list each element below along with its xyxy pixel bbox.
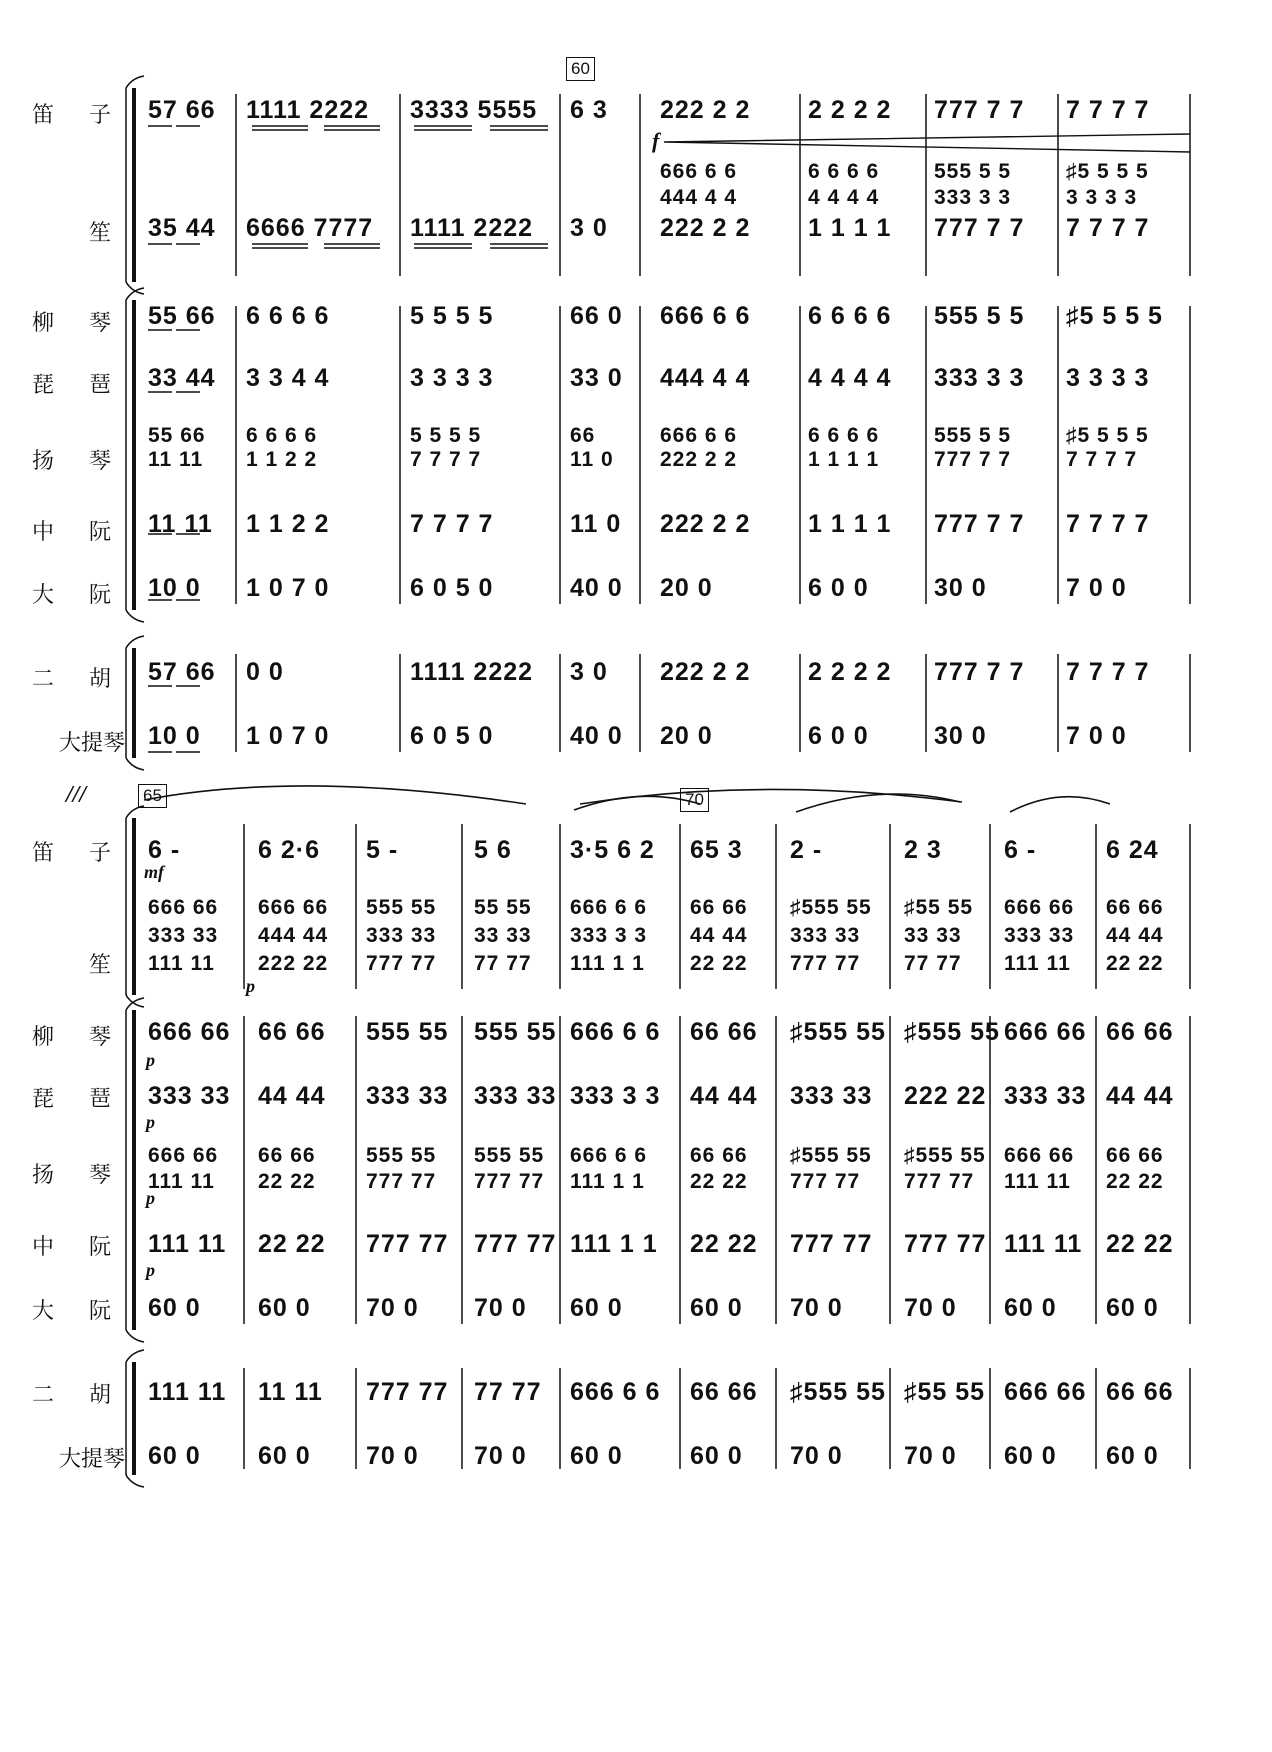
s1-measure-3-5: 444 4 4 [660, 186, 738, 209]
label-pipa-2: 琵 琶 [32, 1087, 125, 1112]
s2-measure-2-1: 666 66 [148, 896, 219, 919]
s2-measure-10-8: 70 0 [904, 1294, 957, 1322]
s2-measure-12-5: 60 0 [570, 1442, 623, 1470]
s2-measure-7-5: 666 6 6 [570, 1144, 648, 1167]
s1-measure-6-7: 333 3 3 [934, 364, 1025, 392]
s1-measure-9-3: 7 7 7 7 [410, 510, 494, 538]
s1-measure-10-5: 20 0 [660, 574, 713, 602]
s2-measure-9-2: 22 22 [258, 1230, 326, 1258]
s2-measure-12-9: 60 0 [1004, 1442, 1057, 1470]
s2-measure-1-8: 2 3 [904, 836, 942, 864]
s2-measure-4-5: 111 1 1 [570, 952, 645, 975]
s1-measure-9-1: 11 11 [148, 510, 213, 538]
s2-measure-5-7: ♯555 55 [790, 1018, 886, 1046]
label-zhongruan: 中 阮 [32, 520, 125, 545]
s1-measure-2-6: 6 6 6 6 [808, 160, 880, 183]
s2-measure-11-4: 77 77 [474, 1378, 542, 1406]
s1-measure-12-1: 10 0 [148, 722, 201, 750]
s1-measure-11-4: 3 0 [570, 658, 608, 686]
s2-measure-8-1: 111 11 [148, 1170, 215, 1193]
s2-measure-4-3: 777 77 [366, 952, 437, 975]
s2-measure-3-3: 333 33 [366, 924, 437, 947]
s2-measure-12-3: 70 0 [366, 1442, 419, 1470]
s2-measure-3-4: 33 33 [474, 924, 532, 947]
s1-measure-7-5: 666 6 6 [660, 424, 738, 447]
rehearsal-mark-70: 70 [680, 788, 709, 812]
s2-measure-1-9: 6 - [1004, 836, 1037, 864]
s1-measure-1-6: 2 2 2 2 [808, 96, 892, 124]
s2-measure-2-5: 666 6 6 [570, 896, 648, 919]
s2-measure-8-6: 22 22 [690, 1170, 748, 1193]
s2-measure-12-1: 60 0 [148, 1442, 201, 1470]
s1-measure-6-6: 4 4 4 4 [808, 364, 892, 392]
dynamic-mezzo-forte: mf [144, 862, 164, 882]
s1-measure-1-2: 1111 2222 [246, 96, 370, 124]
s1-measure-7-3: 5 5 5 5 [410, 424, 482, 447]
s1-measure-10-3: 6 0 5 0 [410, 574, 494, 602]
s1-measure-7-8: ♯5 5 5 5 [1066, 424, 1149, 447]
s2-slur-2 [574, 796, 700, 810]
s2-measure-7-8: ♯555 55 [904, 1144, 986, 1167]
s1-measure-1-3: 3333 5555 [410, 96, 538, 124]
s1-measure-12-6: 6 0 0 [808, 722, 869, 750]
s1-measure-5-8: ♯5 5 5 5 [1066, 302, 1163, 330]
dynamic-piano-sheng: p [246, 976, 255, 996]
s1-bracket-bottom-1 [126, 610, 144, 622]
s2-measure-11-2: 11 11 [258, 1378, 323, 1406]
s2-measure-12-4: 70 0 [474, 1442, 527, 1470]
s2-measure-3-6: 44 44 [690, 924, 748, 947]
s1-measure-5-2: 6 6 6 6 [246, 302, 330, 330]
s2-measure-1-1: 6 - [148, 836, 181, 864]
s1-measure-4-1: 35 44 [148, 214, 216, 242]
s2-measure-3-2: 444 44 [258, 924, 329, 947]
s2-measure-4-7: 777 77 [790, 952, 861, 975]
s2-bracket-bottom-1 [126, 1330, 144, 1342]
s1-measure-8-6: 1 1 1 1 [808, 448, 880, 471]
s1-measure-5-7: 555 5 5 [934, 302, 1025, 330]
s2-measure-9-4: 777 77 [474, 1230, 557, 1258]
s1-measure-5-5: 666 6 6 [660, 302, 751, 330]
s1-measure-1-7: 777 7 7 [934, 96, 1025, 124]
s2-measure-7-7: ♯555 55 [790, 1144, 872, 1167]
s2-measure-2-9: 666 66 [1004, 896, 1075, 919]
s2-measure-6-8: 222 22 [904, 1082, 987, 1110]
s2-measure-2-6: 66 66 [690, 896, 748, 919]
s2-measure-4-10: 22 22 [1106, 952, 1164, 975]
s2-measure-7-6: 66 66 [690, 1144, 748, 1167]
s1-measure-7-1: 55 66 [148, 424, 206, 447]
s2-measure-6-2: 44 44 [258, 1082, 326, 1110]
s2-measure-4-2: 222 22 [258, 952, 329, 975]
s2-measure-3-5: 333 3 3 [570, 924, 648, 947]
s2-measure-12-10: 60 0 [1106, 1442, 1159, 1470]
s2-measure-9-9: 111 11 [1004, 1230, 1083, 1258]
s1-measure-8-8: 7 7 7 7 [1066, 448, 1138, 471]
s2-measure-7-3: 555 55 [366, 1144, 437, 1167]
s2-measure-4-4: 77 77 [474, 952, 532, 975]
s1-measure-1-8: 7 7 7 7 [1066, 96, 1150, 124]
s1-measure-5-6: 6 6 6 6 [808, 302, 892, 330]
s2-measure-9-6: 22 22 [690, 1230, 758, 1258]
label-zhongruan-2: 中 阮 [32, 1235, 125, 1260]
s2-measure-10-2: 60 0 [258, 1294, 311, 1322]
s1-measure-11-5: 222 2 2 [660, 658, 751, 686]
label-erhu-2: 二 胡 [32, 1383, 125, 1408]
s1-measure-8-2: 1 1 2 2 [246, 448, 318, 471]
s1-measure-9-4: 11 0 [570, 510, 622, 538]
s1-measure-12-2: 1 0 7 0 [246, 722, 330, 750]
s1-measure-10-8: 7 0 0 [1066, 574, 1127, 602]
s1-measure-8-5: 222 2 2 [660, 448, 738, 471]
s1-measure-8-1: 11 11 [148, 448, 204, 471]
s2-measure-10-10: 60 0 [1106, 1294, 1159, 1322]
s2-measure-8-4: 777 77 [474, 1170, 545, 1193]
s2-measure-10-4: 70 0 [474, 1294, 527, 1322]
s2-measure-5-4: 555 55 [474, 1018, 557, 1046]
s1-measure-3-6: 4 4 4 4 [808, 186, 880, 209]
s2-bracket-top-2 [126, 1350, 144, 1362]
dynamic-piano-liuqin: p [146, 1050, 155, 1070]
s2-measure-8-3: 777 77 [366, 1170, 437, 1193]
s2-measure-3-10: 44 44 [1106, 924, 1164, 947]
s2-slur-4 [1010, 797, 1110, 812]
s1-measure-9-5: 222 2 2 [660, 510, 751, 538]
s2-measure-10-7: 70 0 [790, 1294, 843, 1322]
s2-measure-11-3: 777 77 [366, 1378, 449, 1406]
s2-measure-9-1: 111 11 [148, 1230, 227, 1258]
s1-measure-11-6: 2 2 2 2 [808, 658, 892, 686]
s2-measure-8-8: 777 77 [904, 1170, 975, 1193]
s2-slur-1 [144, 786, 526, 804]
s2-measure-2-7: ♯555 55 [790, 896, 872, 919]
s2-measure-4-1: 111 11 [148, 952, 215, 975]
system-separator: /// [66, 782, 87, 808]
s2-measure-2-10: 66 66 [1106, 896, 1164, 919]
s2-measure-1-10: 6 24 [1106, 836, 1159, 864]
s2-measure-6-9: 333 33 [1004, 1082, 1087, 1110]
s2-measure-7-2: 66 66 [258, 1144, 316, 1167]
s2-measure-4-9: 111 11 [1004, 952, 1071, 975]
s1-measure-12-3: 6 0 5 0 [410, 722, 494, 750]
s1-measure-1-5: 222 2 2 [660, 96, 751, 124]
s2-measure-5-8: ♯555 55 [904, 1018, 1000, 1046]
s2-measure-7-1: 666 66 [148, 1144, 219, 1167]
s1-measure-5-3: 5 5 5 5 [410, 302, 494, 330]
s2-measure-6-10: 44 44 [1106, 1082, 1174, 1110]
dynamic-forte: f [652, 128, 660, 153]
s1-measure-10-4: 40 0 [570, 574, 623, 602]
dynamic-piano-yangqin: p [146, 1188, 155, 1208]
s1-measure-4-5: 222 2 2 [660, 214, 751, 242]
label-sheng-2: 笙 [88, 953, 125, 978]
s2-measure-9-7: 777 77 [790, 1230, 873, 1258]
s2-measure-11-8: ♯55 55 [904, 1378, 986, 1406]
s2-measure-12-2: 60 0 [258, 1442, 311, 1470]
s2-measure-1-7: 2 - [790, 836, 823, 864]
s2-measure-1-2: 6 2·6 [258, 836, 320, 864]
s2-measure-2-4: 55 55 [474, 896, 532, 919]
s1-measure-6-2: 3 3 4 4 [246, 364, 330, 392]
s1-measure-10-2: 1 0 7 0 [246, 574, 330, 602]
s1-measure-3-8: 3 3 3 3 [1066, 186, 1138, 209]
s2-slur-3 [796, 794, 960, 812]
s1-measure-10-7: 30 0 [934, 574, 987, 602]
s1-measure-11-3: 1111 2222 [410, 658, 534, 686]
s2-measure-4-8: 77 77 [904, 952, 962, 975]
s2-bracket-top-0 [126, 806, 144, 818]
label-dizi-2: 笛 子 [32, 841, 125, 866]
s1-measure-1-1: 57 66 [148, 96, 216, 124]
s1-measure-11-7: 777 7 7 [934, 658, 1025, 686]
s2-slur-long [580, 789, 962, 804]
s1-measure-7-7: 555 5 5 [934, 424, 1012, 447]
s2-measure-2-3: 555 55 [366, 896, 437, 919]
s2-measure-1-5: 3·5 6 2 [570, 836, 655, 864]
s1-measure-9-2: 1 1 2 2 [246, 510, 330, 538]
s2-measure-11-10: 66 66 [1106, 1378, 1174, 1406]
s1-measure-8-3: 7 7 7 7 [410, 448, 482, 471]
s1-measure-10-1: 10 0 [148, 574, 201, 602]
s2-measure-12-7: 70 0 [790, 1442, 843, 1470]
s2-measure-11-7: ♯555 55 [790, 1378, 886, 1406]
label-erhu: 二 胡 [32, 667, 125, 692]
s1-measure-12-4: 40 0 [570, 722, 623, 750]
s1-measure-11-1: 57 66 [148, 658, 216, 686]
s2-measure-5-10: 66 66 [1106, 1018, 1174, 1046]
s2-measure-11-6: 66 66 [690, 1378, 758, 1406]
s2-measure-12-8: 70 0 [904, 1442, 957, 1470]
s1-measure-9-8: 7 7 7 7 [1066, 510, 1150, 538]
s1-measure-4-3: 1111 2222 [410, 214, 534, 242]
s2-measure-6-4: 333 33 [474, 1082, 557, 1110]
s1-measure-6-3: 3 3 3 3 [410, 364, 494, 392]
s2-measure-6-6: 44 44 [690, 1082, 758, 1110]
s2-measure-2-2: 666 66 [258, 896, 329, 919]
label-cello: 大提琴 [58, 731, 125, 756]
label-pipa: 琵 琶 [32, 373, 125, 398]
s1-measure-11-2: 0 0 [246, 658, 284, 686]
s2-measure-3-8: 33 33 [904, 924, 962, 947]
label-sheng: 笙 [88, 221, 125, 246]
s1-measure-2-5: 666 6 6 [660, 160, 738, 183]
s2-measure-9-5: 111 1 1 [570, 1230, 658, 1258]
s1-measure-7-2: 6 6 6 6 [246, 424, 318, 447]
s2-measure-10-1: 60 0 [148, 1294, 201, 1322]
s2-measure-6-7: 333 33 [790, 1082, 873, 1110]
s1-measure-5-1: 55 66 [148, 302, 216, 330]
s2-measure-8-10: 22 22 [1106, 1170, 1164, 1193]
s1-measure-8-4: 11 0 [570, 448, 614, 471]
s2-measure-3-9: 333 33 [1004, 924, 1075, 947]
dynamic-piano-pipa: p [146, 1112, 155, 1132]
dynamic-piano-zhongruan: p [146, 1260, 155, 1280]
s2-measure-5-9: 666 66 [1004, 1018, 1087, 1046]
s2-measure-3-1: 333 33 [148, 924, 219, 947]
label-yangqin-2: 扬 琴 [32, 1163, 125, 1188]
s1-measure-4-4: 3 0 [570, 214, 608, 242]
s2-measure-5-2: 66 66 [258, 1018, 326, 1046]
s1-measure-1-4: 6 3 [570, 96, 608, 124]
s2-measure-10-9: 60 0 [1004, 1294, 1057, 1322]
s1-measure-2-7: 555 5 5 [934, 160, 1012, 183]
s1-measure-10-6: 6 0 0 [808, 574, 869, 602]
s2-measure-11-5: 666 6 6 [570, 1378, 661, 1406]
s1-measure-4-2: 6666 7777 [246, 214, 374, 242]
s2-measure-11-9: 666 66 [1004, 1378, 1087, 1406]
s2-measure-6-1: 333 33 [148, 1082, 231, 1110]
s2-measure-2-8: ♯55 55 [904, 896, 974, 919]
s1-measure-4-6: 1 1 1 1 [808, 214, 892, 242]
s2-measure-8-5: 111 1 1 [570, 1170, 645, 1193]
s1-measure-5-4: 66 0 [570, 302, 623, 330]
label-liuqin-2: 柳 琴 [32, 1025, 125, 1050]
s2-measure-7-4: 555 55 [474, 1144, 545, 1167]
s1-measure-12-8: 7 0 0 [1066, 722, 1127, 750]
s2-measure-1-4: 5 6 [474, 836, 512, 864]
s1-measure-6-5: 444 4 4 [660, 364, 751, 392]
s2-measure-6-5: 333 3 3 [570, 1082, 661, 1110]
s2-measure-7-10: 66 66 [1106, 1144, 1164, 1167]
s2-measure-8-2: 22 22 [258, 1170, 316, 1193]
s1-measure-7-6: 6 6 6 6 [808, 424, 880, 447]
s1-measure-9-7: 777 7 7 [934, 510, 1025, 538]
s1-measure-12-7: 30 0 [934, 722, 987, 750]
s2-measure-3-7: 333 33 [790, 924, 861, 947]
s1-measure-7-4: 66 [570, 424, 596, 447]
label-cello-2: 大提琴 [58, 1447, 125, 1472]
s2-measure-1-6: 65 3 [690, 836, 743, 864]
s2-measure-7-9: 666 66 [1004, 1144, 1075, 1167]
s2-measure-4-6: 22 22 [690, 952, 748, 975]
s1-measure-9-6: 1 1 1 1 [808, 510, 892, 538]
s2-measure-5-1: 666 66 [148, 1018, 231, 1046]
s2-measure-5-3: 555 55 [366, 1018, 449, 1046]
s1-bracket-bottom-2 [126, 758, 144, 770]
s2-measure-1-3: 5 - [366, 836, 399, 864]
rehearsal-mark-65: 65 [138, 784, 167, 808]
s1-measure-3-7: 333 3 3 [934, 186, 1012, 209]
s2-measure-11-1: 111 11 [148, 1378, 227, 1406]
label-yangqin: 扬 琴 [32, 449, 125, 474]
s1-bracket-top-0 [126, 76, 144, 88]
s2-measure-5-5: 666 6 6 [570, 1018, 661, 1046]
s2-measure-9-8: 777 77 [904, 1230, 987, 1258]
s1-measure-6-1: 33 44 [148, 364, 216, 392]
s2-measure-10-6: 60 0 [690, 1294, 743, 1322]
s2-measure-10-5: 60 0 [570, 1294, 623, 1322]
s1-measure-6-8: 3 3 3 3 [1066, 364, 1150, 392]
s1-measure-4-8: 7 7 7 7 [1066, 214, 1150, 242]
s2-measure-5-6: 66 66 [690, 1018, 758, 1046]
s1-measure-4-7: 777 7 7 [934, 214, 1025, 242]
rehearsal-mark-60: 60 [566, 57, 595, 81]
s1-measure-2-8: ♯5 5 5 5 [1066, 160, 1149, 183]
s2-measure-8-7: 777 77 [790, 1170, 861, 1193]
s1-measure-6-4: 33 0 [570, 364, 623, 392]
s2-measure-8-9: 111 11 [1004, 1170, 1071, 1193]
s2-measure-10-3: 70 0 [366, 1294, 419, 1322]
label-daruan-2: 大 阮 [32, 1299, 125, 1324]
s1-crescendo-hairpin [664, 134, 1190, 152]
s1-bracket-top-2 [126, 636, 144, 648]
label-daruan: 大 阮 [32, 583, 125, 608]
s2-measure-9-10: 22 22 [1106, 1230, 1174, 1258]
s2-bracket-bottom-2 [126, 1475, 144, 1487]
s1-measure-12-5: 20 0 [660, 722, 713, 750]
s1-measure-8-7: 777 7 7 [934, 448, 1012, 471]
s2-measure-9-3: 777 77 [366, 1230, 449, 1258]
s2-measure-6-3: 333 33 [366, 1082, 449, 1110]
s1-measure-11-8: 7 7 7 7 [1066, 658, 1150, 686]
label-liuqin: 柳 琴 [32, 311, 125, 336]
s2-measure-12-6: 60 0 [690, 1442, 743, 1470]
label-dizi: 笛 子 [32, 103, 125, 128]
